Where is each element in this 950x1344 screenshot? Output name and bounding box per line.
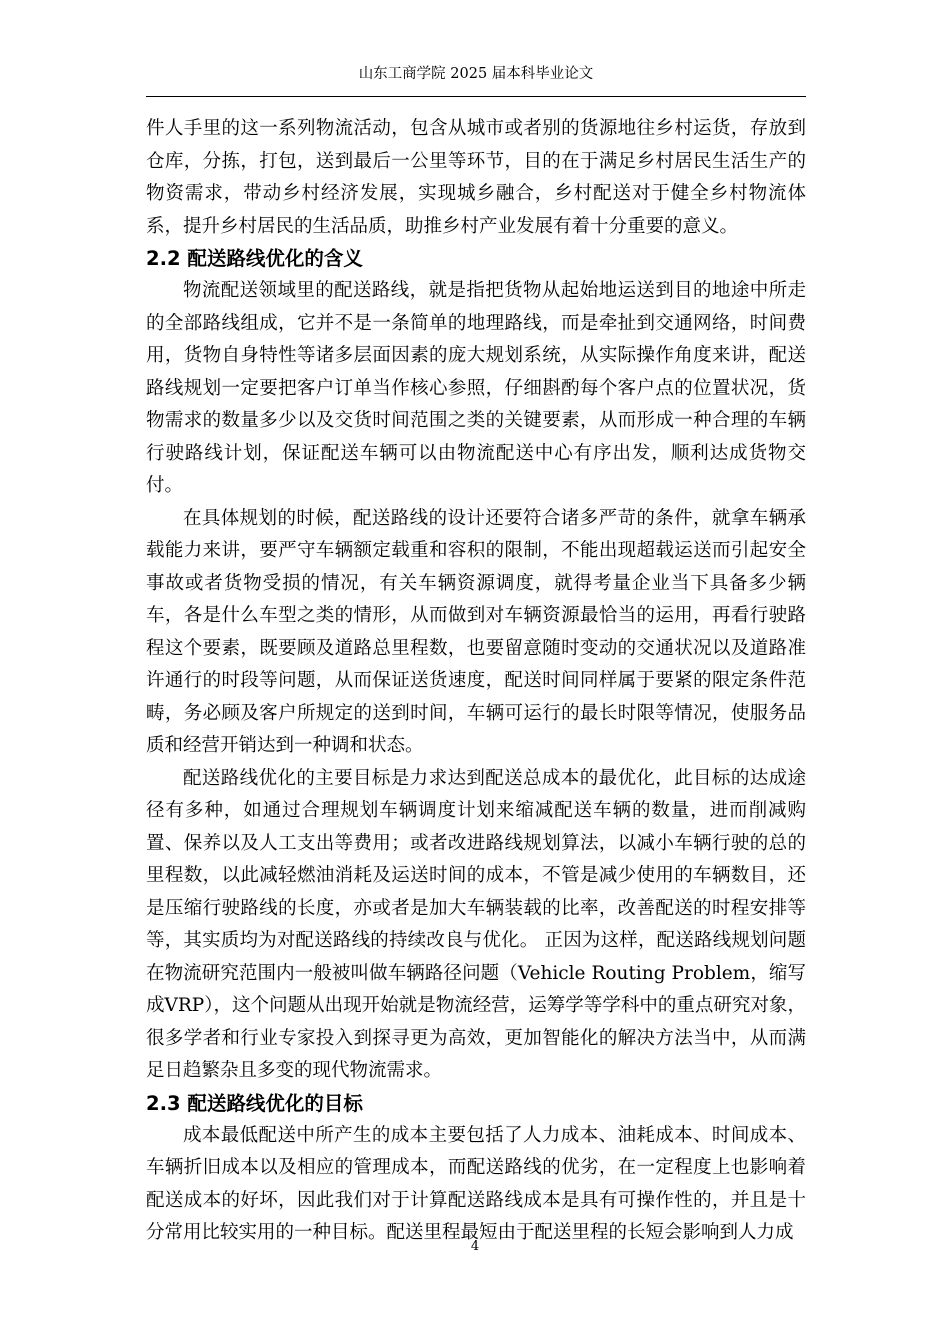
paragraph-route-constraints: 在具体规划的时候，配送路线的设计还要符合诸多严苛的条件，就拿车辆承载能力来讲，要严守车辆额定载重和容积的限制，不能出现超载运送而引起安全事故或者货物受损的情况，有关车辆资源调度，就得考量企业当下具备多少辆车，各是什么车型之类的情形，从而做到对车辆资源最恰当的运用，再看行驶路程这个要素，既要顾及道路总里程数，也要留意随时变动的交通状况以及道路准许通行的时段等问题，从而保证送货速度，配送时间同样属于要紧的限定条件范畴，务必顾及客户所规定的送到时间，车辆可运行的最长时限等情况，使服务品质和经营开销达到一种调和状态。 (146, 507, 806, 756)
paragraph-rural-delivery: 件人手里的这一系列物流活动，包含从城市或者别的货源地往乡村运货，存放到仓库，分拣，打包，送到最后一公里等环节，目的在于满足乡村居民生活生产的物资需求，带动乡村经济发展，实现城乡融合，乡村配送对于健全乡村物流体系，提升乡村居民的生活品质，助推乡村产业发展有着十分重要的意义。 (146, 118, 806, 237)
header-divider (146, 96, 806, 97)
section-heading-2-2: 2.2 配送路线优化的含义 (146, 247, 363, 270)
section-heading-2-3: 2.3 配送路线优化的目标 (146, 1091, 363, 1115)
paragraph-route-definition: 物流配送领域里的配送路线，就是指把货物从起始地运送到目的地途中所走的全部路线组成，它并不是一条简单的地理路线，而是牵扯到交通网络，时间费用，货物自身特性等诸多层面因素的庞大规划系统，从实际操作角度来讲，配送路线规划一定要把客户订单当作核心参照，仔细斟酌每个客户点的位置状况，货物需求的数量多少以及交货时间范围之类的关键要素，从而形成一种合理的车辆行驶路线计划，保证配送车辆可以由物流配送中心有序出发，顺利达成货物交付。 (146, 280, 806, 496)
main-content (146, 113, 806, 1250)
paragraph-cost-objective: 成本最低配送中所产生的成本主要包括了人力成本、油耗成本、时间成本、车辆折旧成本以及相应的管理成本，而配送路线的优劣，在一定程度上也影响着配送成本的好坏，因此我们对于计算配送路线成本是具有可操作性的，并且是十分常用比较实用的一种目标。配送里程最短由于配送里程的长短会影响到人力成 (146, 1124, 806, 1243)
running-header: 山东工商学院 2025 届本科毕业论文 (358, 66, 594, 82)
paragraph-optimization-goal: 配送路线优化的主要目标是力求达到配送总成本的最优化，此目标的达成途径有多种，如通过合理规划车辆调度计划来缩减配送车辆的数量，进而削减购置、保养以及人工支出等费用；或者改进路线规划算法，以减小车辆行驶的总的里程数，以此减轻燃油消耗及运送时间的成本，不管是减少使用的车辆数目，还是压缩行驶路线的长度，亦或者是加大车辆装载的比率，改善配送的时程安排等等，其实质均为对配送路线的持续改良与优化。 正因为这样，配送路线规划问题在物流研究范围内一般被叫做车辆路径问题（Vehicle Routing Problem，缩写成VRP），这个问题从出现开始就是物流经营，运筹学等学科中的重点研究对象，很多学者和行业专家投入到探寻更为高效，更加智能化的解决方法当中，从而满足日趋繁杂且多变的现代物流需求。 (146, 767, 806, 1081)
page-number: 4 (470, 1239, 480, 1254)
